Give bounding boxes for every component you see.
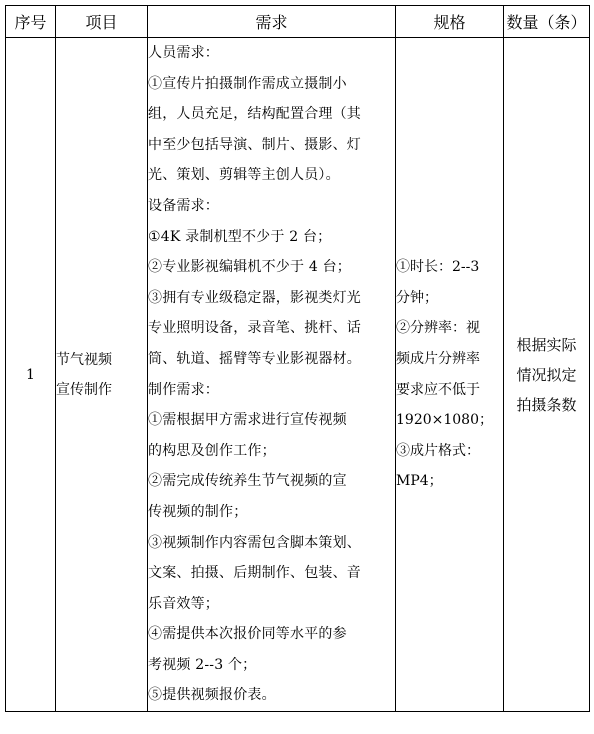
requirement-line: ④需提供本次报价同等水平的参 — [148, 626, 347, 643]
requirement-line: ⑤提供视频报价表。 — [148, 687, 276, 704]
specification-cell — [396, 38, 504, 712]
quantity-line: 根据实际 — [516, 335, 577, 354]
specification-line: 要求应不低于 — [396, 381, 480, 398]
header-row — [6, 6, 590, 38]
requirement-line: 设备需求： — [148, 197, 219, 214]
table-row — [6, 38, 590, 712]
requirement-line: 组，人员充足，结构配置合理（其 — [148, 106, 361, 123]
requirement-line: 文案、拍摄、后期制作、包装、音 — [148, 565, 361, 582]
specification-line: ②分辨率：视 — [396, 320, 480, 337]
requirement-line: ③拥有专业级稳定器，影视类灯光 — [148, 289, 361, 306]
requirements-table — [5, 5, 590, 712]
requirement-line: ②需完成传统养生节气视频的宣 — [148, 473, 347, 490]
requirement-cell — [148, 38, 396, 712]
specification-line: 1920×1080； — [396, 412, 493, 429]
requirement-line: 筒、轨道、摇臂等专业影视器材。 — [148, 350, 361, 367]
requirement-line: ③视频制作内容需包含脚本策划、 — [148, 534, 361, 551]
specification-line: ①时长：2--3 — [396, 259, 480, 276]
quantity-cell — [504, 38, 590, 712]
requirement-line: ②专业影视编辑机不少于 4 台； — [148, 259, 352, 276]
specification-line: 频成片分辨率 — [396, 350, 480, 367]
item-line: 节气视频 — [56, 351, 112, 368]
specification-line: 分钟； — [396, 289, 438, 306]
requirement-line: ①需根据甲方需求进行宣传视频 — [148, 412, 347, 429]
specification-line: MP4； — [396, 473, 443, 490]
requirement-line: 乐音效等； — [148, 595, 219, 612]
requirement-line: 的构思及创作工作； — [148, 442, 276, 459]
header-item: 项目 — [56, 6, 148, 38]
header-number: 序号 — [6, 6, 56, 38]
requirement-line: ①宣传片拍摄制作需成立摄制小 — [148, 75, 347, 92]
header-quantity: 数量（条） — [504, 6, 590, 38]
header-requirement: 需求 — [148, 6, 396, 38]
row-number: 1 — [6, 38, 56, 712]
quantity-line: 情况拟定 — [516, 365, 577, 384]
quantity-line: 拍摄条数 — [516, 395, 577, 414]
requirement-line: 人员需求： — [148, 45, 219, 61]
requirement-line: 光、策划、剪辑等主创人员）。 — [148, 167, 340, 184]
requirement-line: 中至少包括导演、制片、摄影、灯 — [148, 136, 361, 153]
item-cell — [56, 38, 148, 712]
requirement-line: ①4K 录制机型不少于 2 台； — [148, 228, 332, 245]
requirement-line: 考视频 2--3 个； — [148, 656, 257, 673]
requirement-line: 专业照明设备，录音笔、挑杆、话 — [148, 320, 361, 337]
requirement-line: 传视频的制作； — [148, 503, 248, 520]
specification-line: ③成片格式： — [396, 442, 480, 459]
header-specification: 规格 — [396, 6, 504, 38]
requirement-line: 制作需求： — [148, 381, 219, 398]
item-line: 宣传制作 — [56, 381, 112, 398]
